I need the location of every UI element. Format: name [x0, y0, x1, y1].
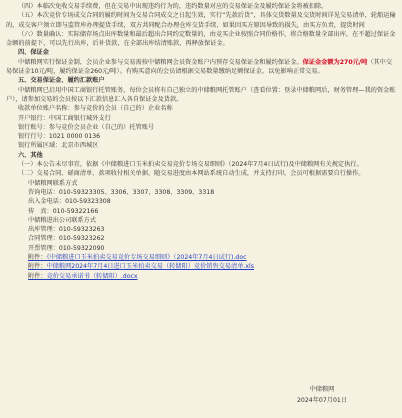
attachment-link-pledge[interactable] [6, 272, 396, 281]
account-user: 银行账号：参与竞价会员企业（自己的）托管账号 [18, 123, 155, 131]
signature-org: 中储粮网 [309, 386, 335, 393]
signature-date: 2024年07月01日 [296, 397, 348, 404]
contact-tel-b: 出入金电话：010-59323308 [28, 198, 111, 206]
paragraph-account: 中储粮网已启用中国工商银行托管账务，每位会员将有自己独立的中储粮网托管账户（查看位置：登录中储粮网后，财务管理—我的资金账户），请参加交易的会员按以下汇款信息汇入各自保证金及货款。 [6, 86, 396, 103]
contact-tel-d: 合同管理：010-59323262 [28, 235, 105, 243]
paragraph-other-1: （一）本公告未尽事宜，依据《中储粮进口玉米拍卖交易竞价专场交易细则》（2024年7月4日试行)及中储粮网有关规定执行。 [18, 161, 363, 169]
section-heading-deposit: 四、保证金 [18, 49, 49, 57]
paragraph-deposit [6, 58, 396, 77]
signature-block [282, 384, 362, 406]
paragraph-other-2: （二）交易合同、磋商清单、款项收付相关单据、随交易进度由本网站系统自动生成，并支持打印，会员可根据需要自行操作。 [18, 170, 365, 178]
account-name: 收款单位账户名称：参与竞价的会员（自己的）企业名称 [18, 105, 173, 113]
section-heading-account: 五、交易保证金、履约汇款账户 [18, 77, 105, 85]
deposit-text-a: 中储粮网实行保证金制，会员企业参与交易需按中储粮网会员资金账户内预存交易保证金和履约保证金。 [18, 58, 303, 66]
attachment-label-1: 附件： [28, 254, 47, 262]
attachment-link-list[interactable] [6, 262, 396, 271]
attachment-name-pledge: 竞价交易承诺书（转储阳）.docx [46, 272, 138, 280]
account-bank: 开户银行：中国工商银行城外支行 [18, 114, 111, 122]
section-heading-other: 六、其他 [18, 151, 43, 159]
paragraph-4: （四）本临次免收交易手续费，但在交易中出现违约行为的，违约数量对应的交易保证金及履约保证金将被扣除。 [18, 3, 328, 10]
attachment-label-3: 附件： [28, 272, 47, 280]
deposit-amount: 保证金金额为270元/吨 [302, 58, 368, 66]
deposit-text-b: （其中交易保证金10元/吨，履约保证金260元/吨）。有购买意向的会员请根据交易数量缴纳足额保证金，以免影响正常交易。 [6, 58, 393, 76]
paragraph-5-text: （五）本次竞价专场成交合同的履约时间为交易合同成交之日起生效，实行“先款后货”，具体交货数量及交货时间详见交易清单，轮船运输的，成交客户须立即与监管库办理提货手续，双方共同配合办理仓库交货手续，如果因买方原因导致的损失，由买方负责， [6, 12, 396, 29]
contact-tel-e: 开票管理：010-59322090 [28, 244, 105, 252]
attachment-name-rules: 《中储粮进口玉米拍卖交易竞价专场交易细则》（2024年7月4日试行).doc [46, 254, 247, 262]
contact-tel-c: 出库管理：010-59323263 [28, 226, 105, 234]
attachment-name-list: 中储粮网2024年7月4日进口玉米拍卖交易（转储阳）竞价销售交易清单.xls [46, 263, 255, 271]
account-city: 银行所属区域：北京市西城区 [18, 142, 99, 150]
contact-fax: 传 真：010-59322166 [28, 207, 99, 215]
paragraph-5-tail: 提货时间 [340, 21, 365, 29]
contact-tel-a: 咨询电话：010-59323305、3306、3307、3308、3309、3318 [28, 188, 215, 196]
attachment-link-rules[interactable] [6, 253, 396, 262]
contact-title: 中储粮网联系方式 [28, 179, 78, 187]
contact-company: 中储粮进出公司联系方式 [28, 216, 97, 224]
attachment-label-2: 附件： [28, 263, 47, 271]
paragraph-5 [6, 11, 396, 30]
account-number: 银行行号：1021 0000 0136 [18, 133, 101, 141]
paragraph-6: （六）数量确认：实际储存场点出库数量和最后超出合同约定数量的，由竞买企业按照合同价格作，将合格数量全部出库，在不超过保证金金额的前提下，可以先行出库，后补货款，在全部出库结清账款，再释放保证金。 [6, 30, 396, 48]
